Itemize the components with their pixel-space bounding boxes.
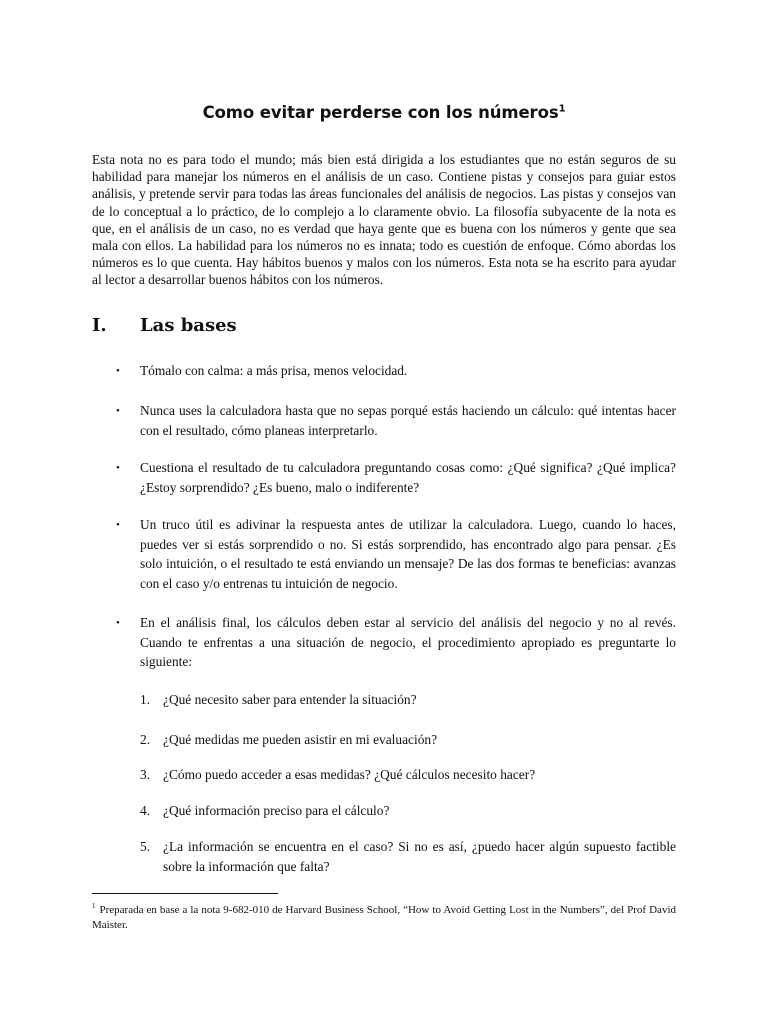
numbered-item-number: 3. [140,767,151,782]
bullet-icon: • [116,405,120,417]
footnote-marker: 1 [92,902,96,911]
footnote [92,903,676,932]
footnote-text: Preparada en base a la nota 9-682-010 de Harvard Business School, “How to Avoid Getting Lost in the Numbers”, del Prof David Maister. [92,904,676,931]
numbered-item-text: ¿La información se encuentra en el caso? Si no es así, ¿puedo hacer algún supuesto factible sobre la información que falta? [163,839,676,874]
footnote-divider [92,893,278,894]
numbered-item-text: ¿Cómo puedo acceder a esas medidas? ¿Qué cálculos necesito hacer? [163,767,536,782]
bullet-text: Un truco útil es adivinar la respuesta antes de utilizar la calculadora. Luego, cuando lo haces, puedes ver si estás sorprendido o no. Si estás sorprendido, has encontrado algo para pensar. ¿Es solo intuición, o el resultado te está enviando un mensaje? De las dos formas te beneficias: avanzas con el caso y/o entrenas tu intuición de negocio. [140,517,676,592]
numbered-item-text: ¿Qué medidas me pueden asistir en mi evaluación? [163,732,438,747]
intro-paragraph: Esta nota no es para todo el mundo; más bien está dirigida a los estudiantes que no están seguros de su habilidad para manejar los números en el análisis de un caso. Contiene pistas y consejos para guiar estos análisis, y pretende servir para todas las áreas funcionales del análisis de negocios. Las pistas y consejos van de lo conceptual a lo práctico, de lo complejo a lo claramente obvio. La filosofía subyacente de la nota es que, en el análisis de un caso, no es verdad que haya gente que es buena con los números y gente que sea mala con ellos. La habilidad para los números no es innata; todo es cuestión de enfoque. Cómo abordas los números es lo que cuenta. Hay hábitos buenos y malos con los números. Esta nota se ha escrito para ayudar al lector a desarrollar buenos hábitos con los números. [92,152,676,288]
numbered-item-number: 1. [140,692,151,707]
numbered-item-number: 4. [140,803,151,818]
bullet-text: Nunca uses la calculadora hasta que no sepas porqué estás haciendo un cálculo: qué intentas hacer con el resultado, cómo planeas interpretarlo. [140,403,676,438]
bullet-text: En el análisis final, los cálculos deben estar al servicio del análisis del negocio y no al revés. Cuando te enfrentas a una situación de negocio, el procedimiento apropiado es preguntarte lo siguiente: [140,615,676,670]
numbered-item-number: 2. [140,732,151,747]
bullet-icon: • [116,617,120,629]
numbered-item-number: 5. [140,839,151,854]
bullet-text: Cuestiona el resultado de tu calculadora preguntando cosas como: ¿Qué significa? ¿Qué implica? ¿Estoy sorprendido? ¿Es bueno, malo o indiferente? [140,460,676,495]
numbered-item-text: ¿Qué necesito saber para entender la situación? [163,692,417,707]
section-number: I. [92,315,107,336]
bullet-icon: • [116,365,120,377]
title-text: Como evitar perderse con los números [202,103,559,122]
bullet-icon: • [116,462,120,474]
bullet-text: Tómalo con calma: a más prisa, menos velocidad. [140,363,408,378]
bullet-icon: • [116,519,120,531]
title-footnote-marker: 1 [558,103,566,115]
numbered-item-text: ¿Qué información preciso para el cálculo? [163,803,390,818]
section-title: Las bases [140,315,237,336]
